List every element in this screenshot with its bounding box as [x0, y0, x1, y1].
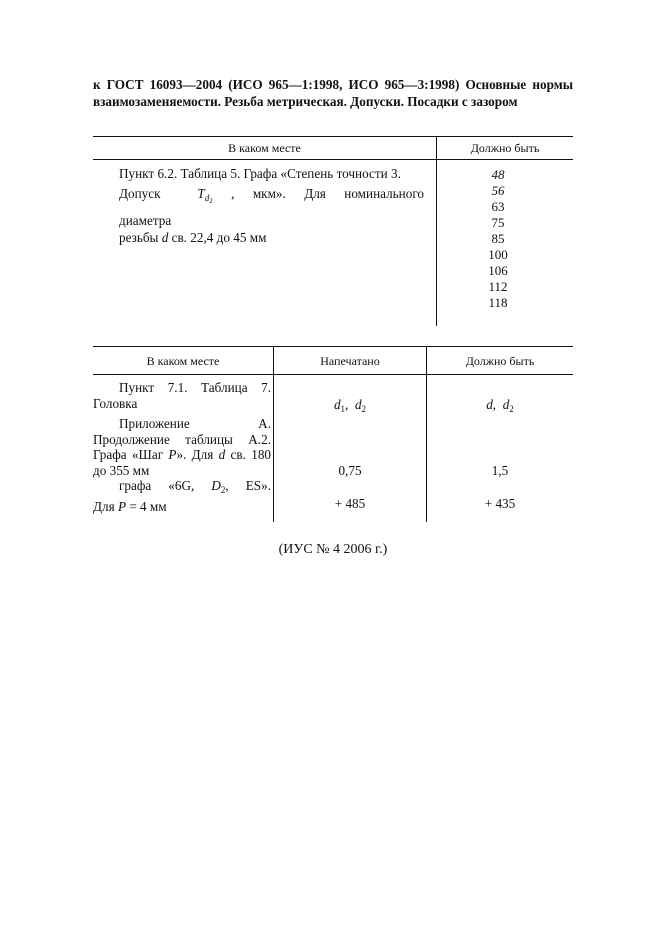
list-item: 118 — [488, 295, 508, 310]
table-amendment-1 — [93, 136, 573, 326]
table-cell-printed: 0,75 — [338, 463, 362, 478]
table-cell-printed: + 485 — [334, 496, 366, 511]
list-item: 112 — [488, 279, 508, 294]
document-heading: к ГОСТ 16093—2004 (ИСО 965—1:1998, ИСО 965—3:1998) Основные нормы взаимозаменяемости. Резьба метрическая. Допуски. Посадки с зазором — [93, 77, 573, 109]
table-cell-printed: $d_1$, $d_2$ — [333, 397, 367, 414]
column-header-location: В каком месте — [146, 354, 220, 368]
table-cell-location: Пункт 7.1. Таблица 7. Головка — [93, 380, 271, 411]
table-cell-location: Приложение А. Продолжение таблицы А.2. Графа «Шаг P». Для d св. 180 до 355 мм — [93, 416, 272, 478]
list-item: 85 — [491, 231, 505, 246]
table-header-rule — [93, 159, 573, 160]
table-cell-values — [478, 167, 518, 311]
column-header-should-be: Должно быть — [470, 141, 540, 155]
table-top-rule — [93, 346, 573, 347]
list-item: 100 — [488, 247, 508, 262]
column-header-should-be: Должно быть — [465, 354, 535, 368]
list-item: 63 — [491, 199, 505, 214]
table-cell-should-be: d, $d_2$ — [486, 397, 514, 414]
table-cell-location: графа «6G, $D_2$, ES». Для P = 4 мм — [93, 478, 272, 514]
list-item: 106 — [488, 263, 508, 278]
table-amendment-2 — [93, 346, 573, 522]
list-item: 56 — [491, 183, 505, 198]
table-top-rule — [93, 136, 573, 137]
table-cell-should-be: 1,5 — [491, 463, 509, 478]
column-header-location: В каком месте — [228, 141, 301, 155]
column-header-printed: Напечатано — [320, 354, 380, 368]
table-cell-location: Пункт 6.2. Таблица 5. Графа «Степень точности 3. Допуск $T_{d2}$ , мкм». Для номинального диаметра резьбы d св. 22,4 до 45 мм — [119, 166, 425, 245]
table-header-rule — [93, 374, 573, 375]
list-item: 75 — [491, 215, 505, 230]
source-footnote: (ИУС № 4 2006 г.) — [278, 542, 388, 557]
list-item: 48 — [491, 167, 505, 182]
table-column-divider — [436, 136, 437, 326]
table-cell-should-be: + 435 — [484, 496, 516, 511]
